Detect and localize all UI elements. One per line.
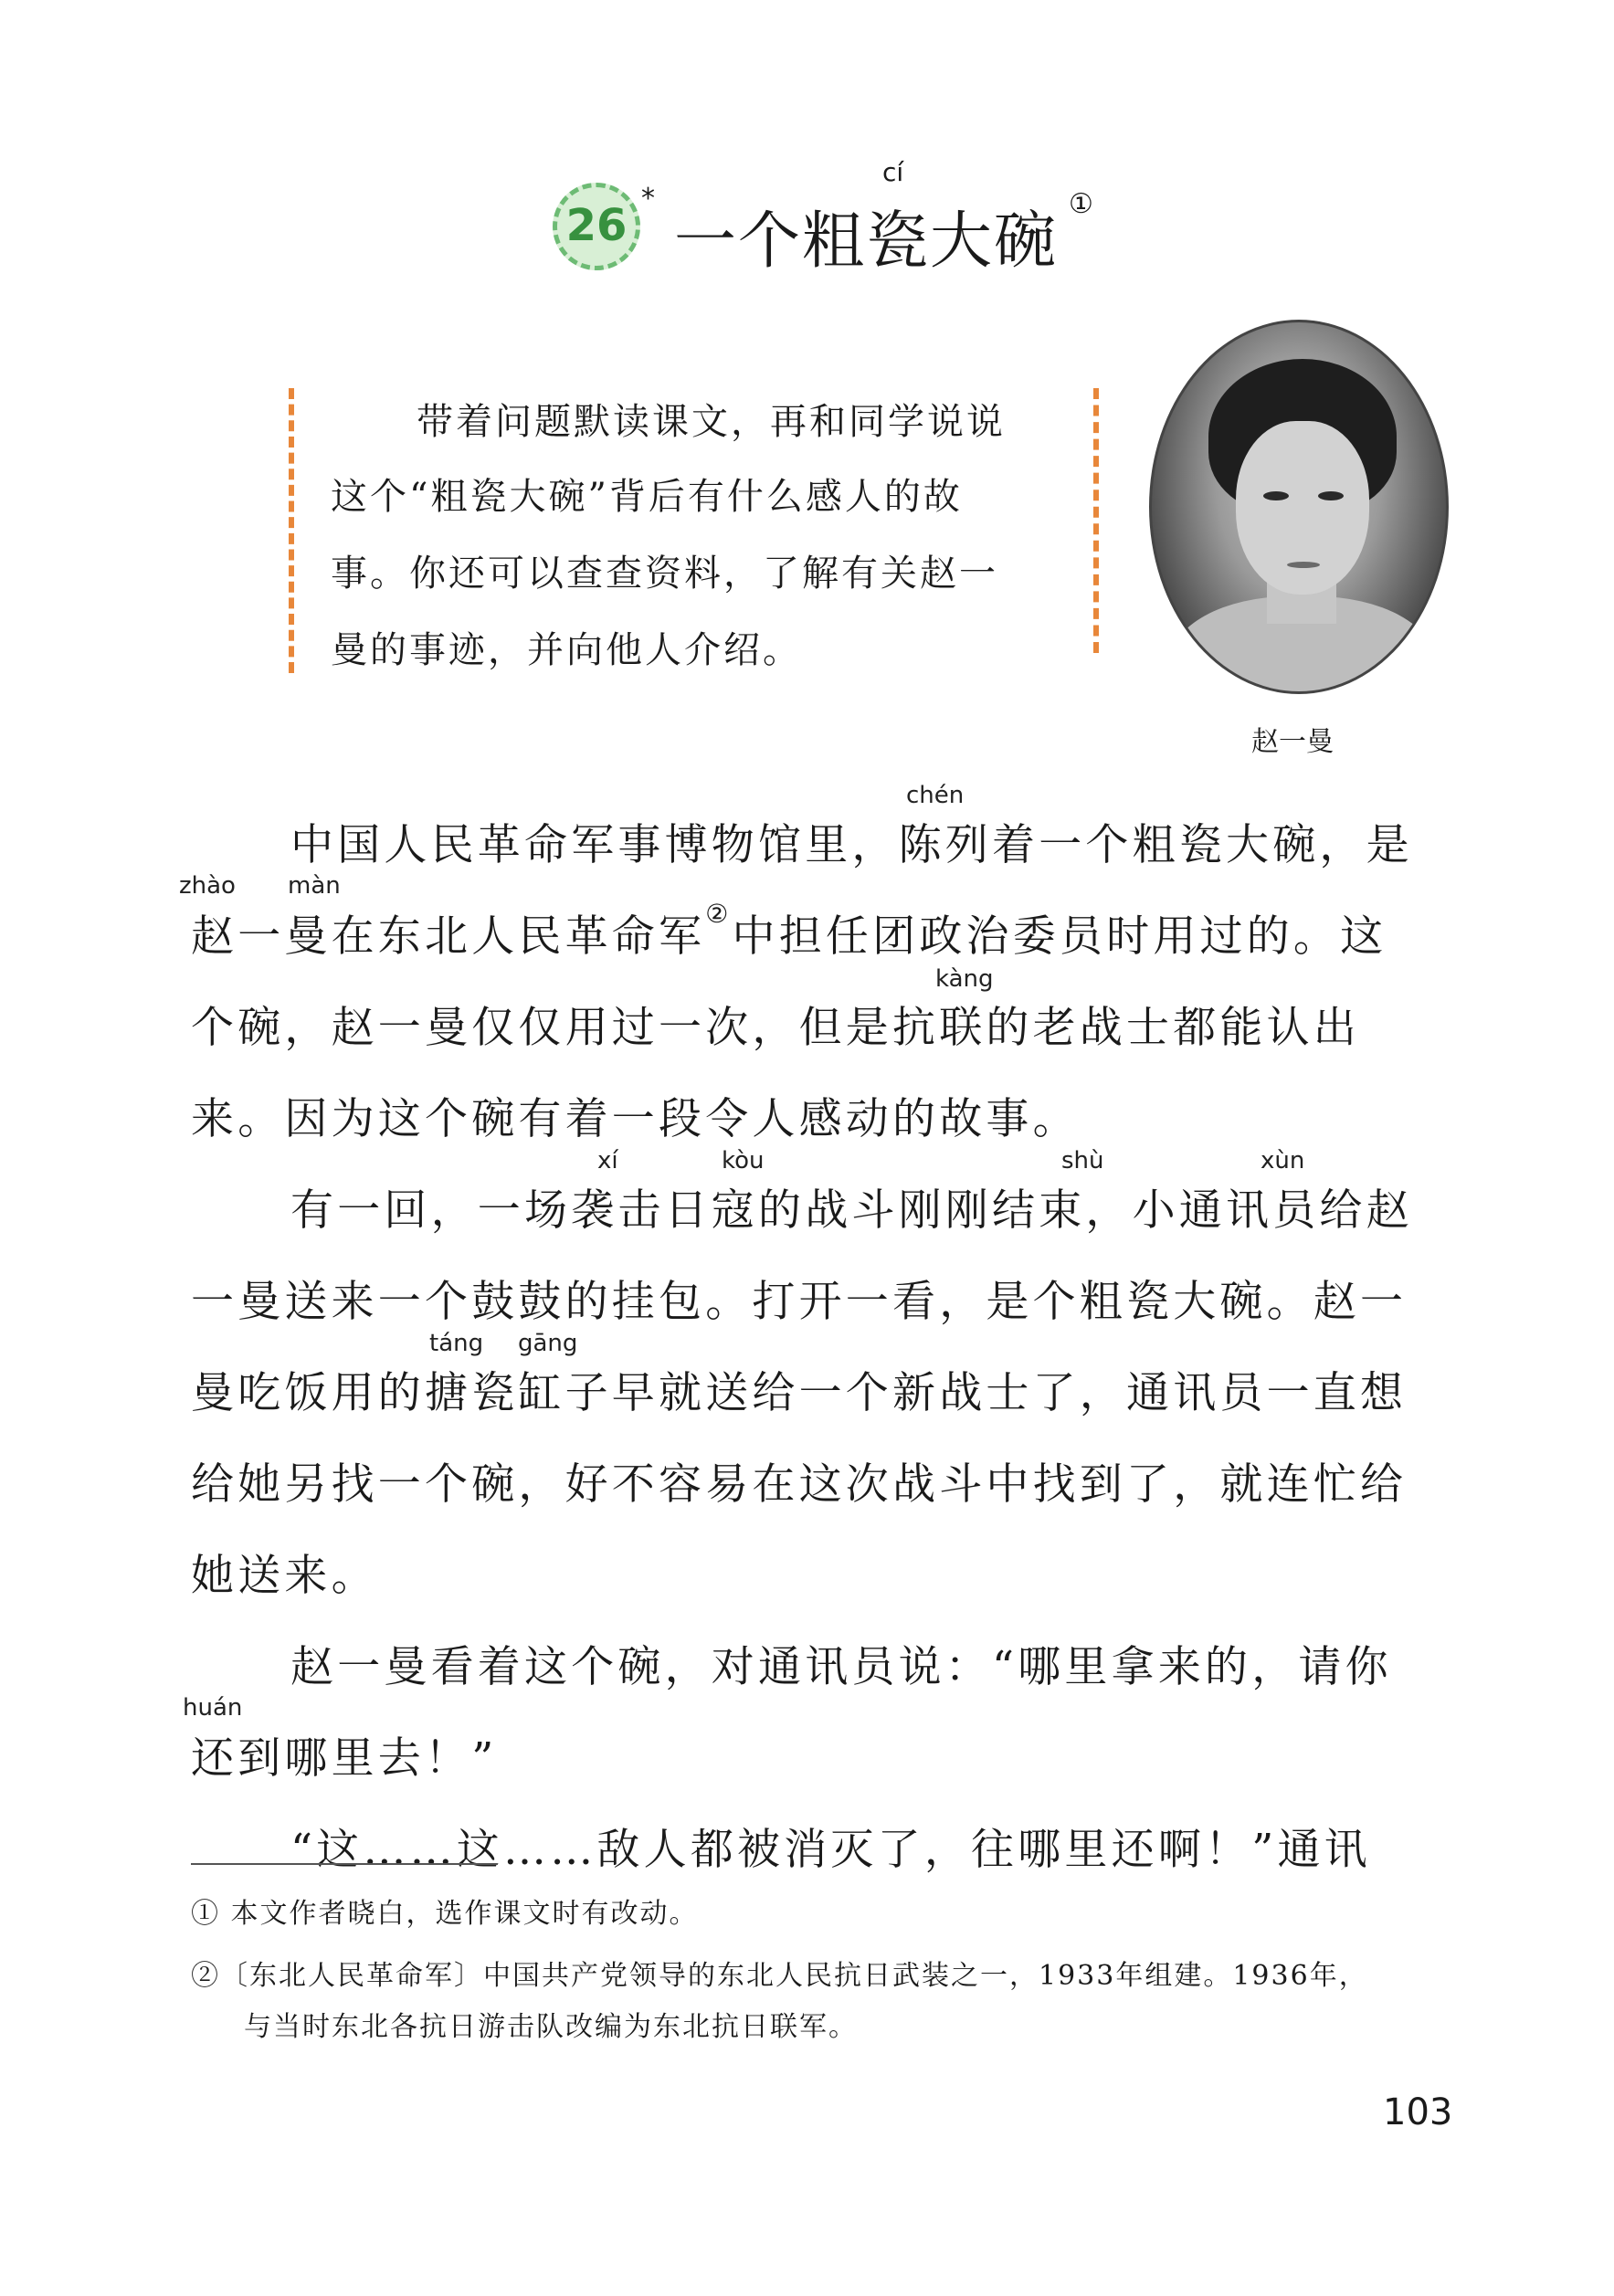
optional-lesson-star: * [641, 183, 655, 215]
pinyin-annotation: zhào [179, 872, 236, 900]
body-line: 个碗，赵一曼仅仅用过一次，但是抗联的老战士都能认出 [191, 1003, 1360, 1053]
body-line: “这……这……敌人都被消灭了，往哪里还啊！”通讯 [290, 1825, 1371, 1875]
body-line: 还到哪里去！” [191, 1733, 498, 1784]
pinyin-annotation: táng [429, 1330, 484, 1357]
portrait-face [1236, 421, 1369, 595]
footnote-1: ① 本文作者晓白，选作课文时有改动。 [191, 1898, 699, 1930]
body-line: 一曼送来一个鼓鼓的挂包。打开一看，是个粗瓷大碗。赵一 [191, 1277, 1408, 1327]
body-line-text: 中担任团政治委员时用过的。这 [732, 911, 1387, 962]
portrait-photo [1149, 320, 1449, 694]
body-line: 有一回，一场袭击日寇的战斗刚刚结束，小通讯员给赵 [290, 1185, 1413, 1236]
page-number: 103 [1383, 2091, 1453, 2133]
lesson-number: 26 [565, 200, 628, 251]
pinyin-annotation: xí [597, 1147, 618, 1174]
prompt-line: 这个“粗瓷大碗”背后有什么感人的故 [331, 476, 963, 518]
pinyin-annotation: chén [906, 782, 965, 809]
body-line-text: 赵一曼在东北人民革命军 [191, 911, 706, 962]
body-line: 来。因为这个碗有着一段令人感动的故事。 [191, 1094, 1080, 1144]
portrait-eye [1263, 491, 1289, 500]
body-line: 中国人民革命军事博物馆里，陈列着一个粗瓷大碗，是 [290, 820, 1413, 870]
footnote-2: ②〔东北人民革命军〕中国共产党领导的东北人民抗日武装之一，1933年组建。1936年， [191, 1960, 1368, 1992]
pinyin-annotation: xùn [1261, 1147, 1305, 1174]
portrait-eye [1318, 491, 1344, 500]
prompt-line: 带着问题默读课文，再和同学说说 [417, 401, 1006, 443]
prompt-border-right [1093, 388, 1099, 653]
pinyin-annotation: shù [1061, 1147, 1104, 1174]
body-line: 曼吃饭用的搪瓷缸子早就送给一个新战士了，通讯员一直想 [191, 1368, 1408, 1418]
body-line [191, 899, 1387, 964]
pinyin-annotation: màn [288, 872, 341, 900]
body-line: 她送来。 [191, 1551, 378, 1601]
pinyin-annotation: huán [183, 1694, 243, 1722]
pinyin-annotation: kòu [722, 1147, 765, 1174]
footnote-ref: ② [705, 899, 733, 929]
lesson-number-badge [553, 183, 640, 270]
prompt-line: 曼的事迹，并向他人介绍。 [331, 629, 802, 671]
footnote-divider [191, 1863, 498, 1865]
title-footnote-mark: ① [1069, 188, 1093, 220]
body-line: 赵一曼看着这个碗，对通讯员说：“哪里拿来的，请你 [290, 1642, 1392, 1692]
prompt-border-left [289, 388, 294, 673]
portrait-mouth [1287, 562, 1320, 568]
page-title: 一个粗瓷大碗 [674, 205, 1059, 278]
title-pinyin: cí [882, 157, 904, 187]
pinyin-annotation: gāng [518, 1330, 578, 1357]
body-line: 给她另找一个碗，好不容易在这次战斗中找到了，就连忙给 [191, 1459, 1408, 1510]
prompt-line: 事。你还可以查查资料，了解有关赵一 [331, 553, 998, 595]
footnote-2-continued: 与当时东北各抗日游击队改编为东北抗日联军。 [244, 2011, 858, 2043]
pinyin-annotation: kàng [935, 965, 994, 993]
portrait-caption: 赵一曼 [1251, 726, 1334, 758]
